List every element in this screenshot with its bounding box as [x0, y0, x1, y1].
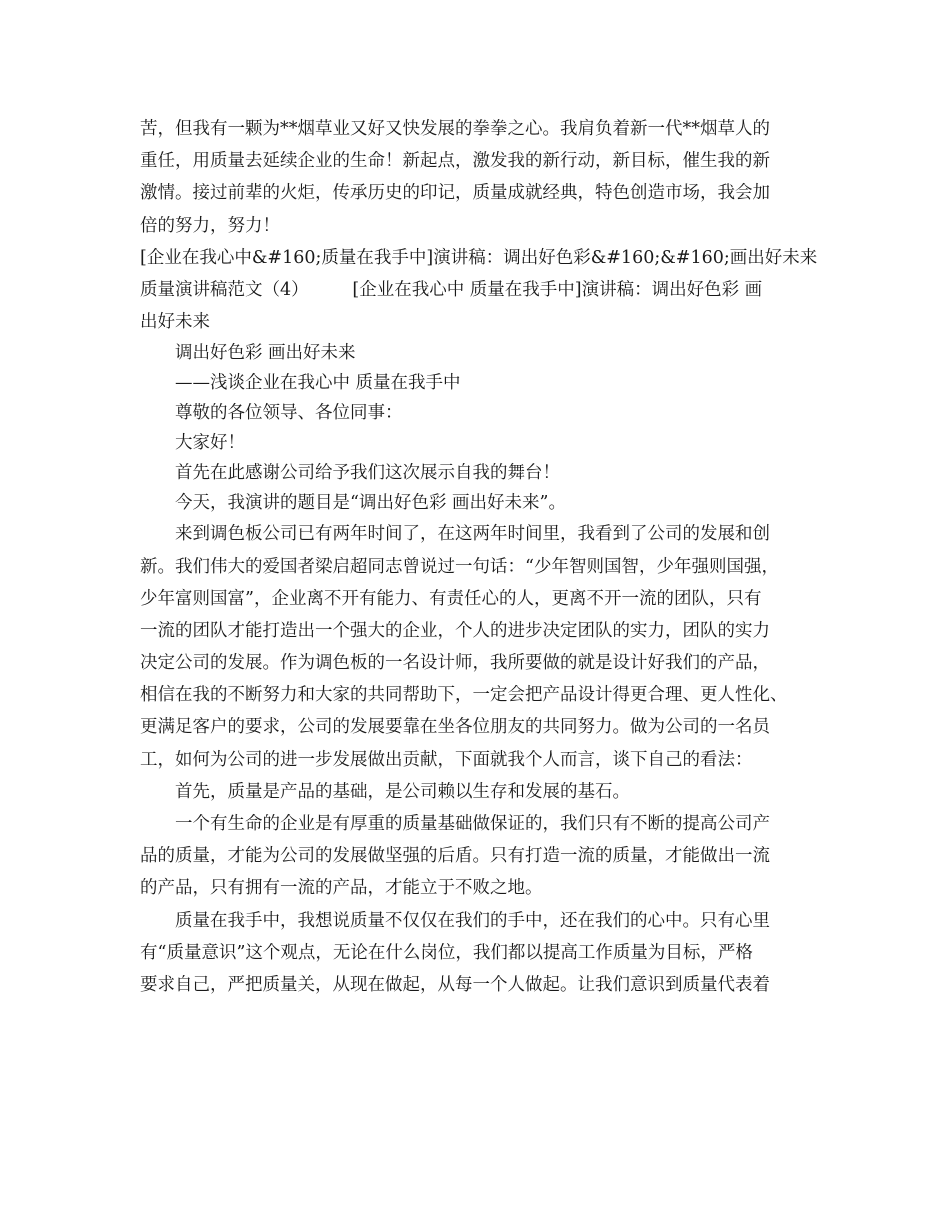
text-line: 一流的团队才能打造出一个强大的企业，个人的进步决定团队的实力，团队的实力 — [140, 620, 770, 641]
document-body — [140, 113, 820, 1001]
body-paragraph — [140, 518, 820, 776]
text-line: 工，如何为公司的进一步发展做出贡献，下面就我个人而言，谈下自己的看法： — [140, 749, 753, 770]
article-link-block — [140, 242, 820, 339]
intro-paragraph — [140, 113, 820, 242]
text-line: 质量演讲稿范文（4） [企业在我心中 质量在我手中]演讲稿：调出好色彩 画 — [140, 279, 763, 300]
text-line: 少年富则国富”，企业离不开有能力、有责任心的人，更离不开一流的团队，只有 — [140, 588, 762, 609]
text-line: 一个有生命的企业是有厚重的质量基础做保证的，我们只有不断的提高公司产 — [175, 814, 770, 834]
text-line: 倍的努力，努力！ — [140, 215, 280, 236]
text-line: 出好未来 — [140, 312, 210, 333]
text-line: 新。我们伟大的爱国者梁启超同志曾说过一句话：“少年智则国智，少年强则国强， — [140, 556, 779, 577]
topic-line: 今天，我演讲的题目是“调出好色彩 画出好未来”。 — [175, 493, 566, 514]
text-line: 有“质量意识”这个观点，无论在什么岗位，我们都以提高工作质量为目标，严格 — [140, 942, 753, 963]
body-paragraph — [140, 808, 820, 905]
text-line: 品的质量，才能为公司的发展做坚强的后盾。只有打造一流的质量，才能做出一流 — [140, 846, 770, 867]
speech-header — [140, 338, 820, 518]
thanks-line: 首先在此感谢公司给予我们这次展示自我的舞台！ — [175, 463, 560, 484]
greeting: 大家好！ — [175, 433, 245, 454]
body-paragraph — [140, 905, 820, 1002]
speech-title: 调出好色彩 画出好未来 — [175, 343, 356, 364]
salutation: 尊敬的各位领导、各位同事： — [175, 403, 403, 424]
text-line: 更满足客户的要求，公司的发展要靠在坐各位朋友的共同努力。做为公司的一名员 — [140, 717, 770, 738]
text-line: 苦，但我有一颗为**烟草业又好又快发展的拳拳之心。我肩负着新一代**烟草人的 — [140, 119, 770, 139]
text-line: 决定公司的发展。作为调色板的一名设计师，我所要做的就是设计好我们的产品， — [140, 653, 770, 674]
speech-subtitle: ——浅谈企业在我心中 质量在我手中 — [175, 373, 461, 394]
text-line: 相信在我的不断努力和大家的共同帮助下，一定会把产品设计得更合理、更人性化、 — [140, 685, 788, 706]
body-paragraph — [140, 776, 820, 808]
text-line: 质量在我手中，我想说质量不仅仅在我们的手中，还在我们的心中。只有心里 — [175, 910, 770, 931]
text-line: [企业在我心中&#160;质量在我手中]演讲稿：调出好色彩&#160;&#160;画出好未来 — [140, 247, 818, 268]
text-line: 激情。接过前辈的火炬，传承历史的印记，质量成就经典，特色创造市场，我会加 — [140, 183, 770, 204]
text-line: 的产品，只有拥有一流的产品，才能立于不败之地。 — [140, 878, 543, 899]
text-line: 要求自己，严把质量关，从现在做起，从每一个人做起。让我们意识到质量代表着 — [140, 974, 770, 995]
text-line: 来到调色板公司已有两年时间了，在这两年时间里，我看到了公司的发展和创 — [175, 524, 770, 545]
text-line: 首先，质量是产品的基础，是公司赖以生存和发展的基石。 — [175, 781, 630, 802]
text-line: 重任，用质量去延续企业的生命！新起点，激发我的新行动，新目标，催生我的新 — [140, 151, 770, 172]
